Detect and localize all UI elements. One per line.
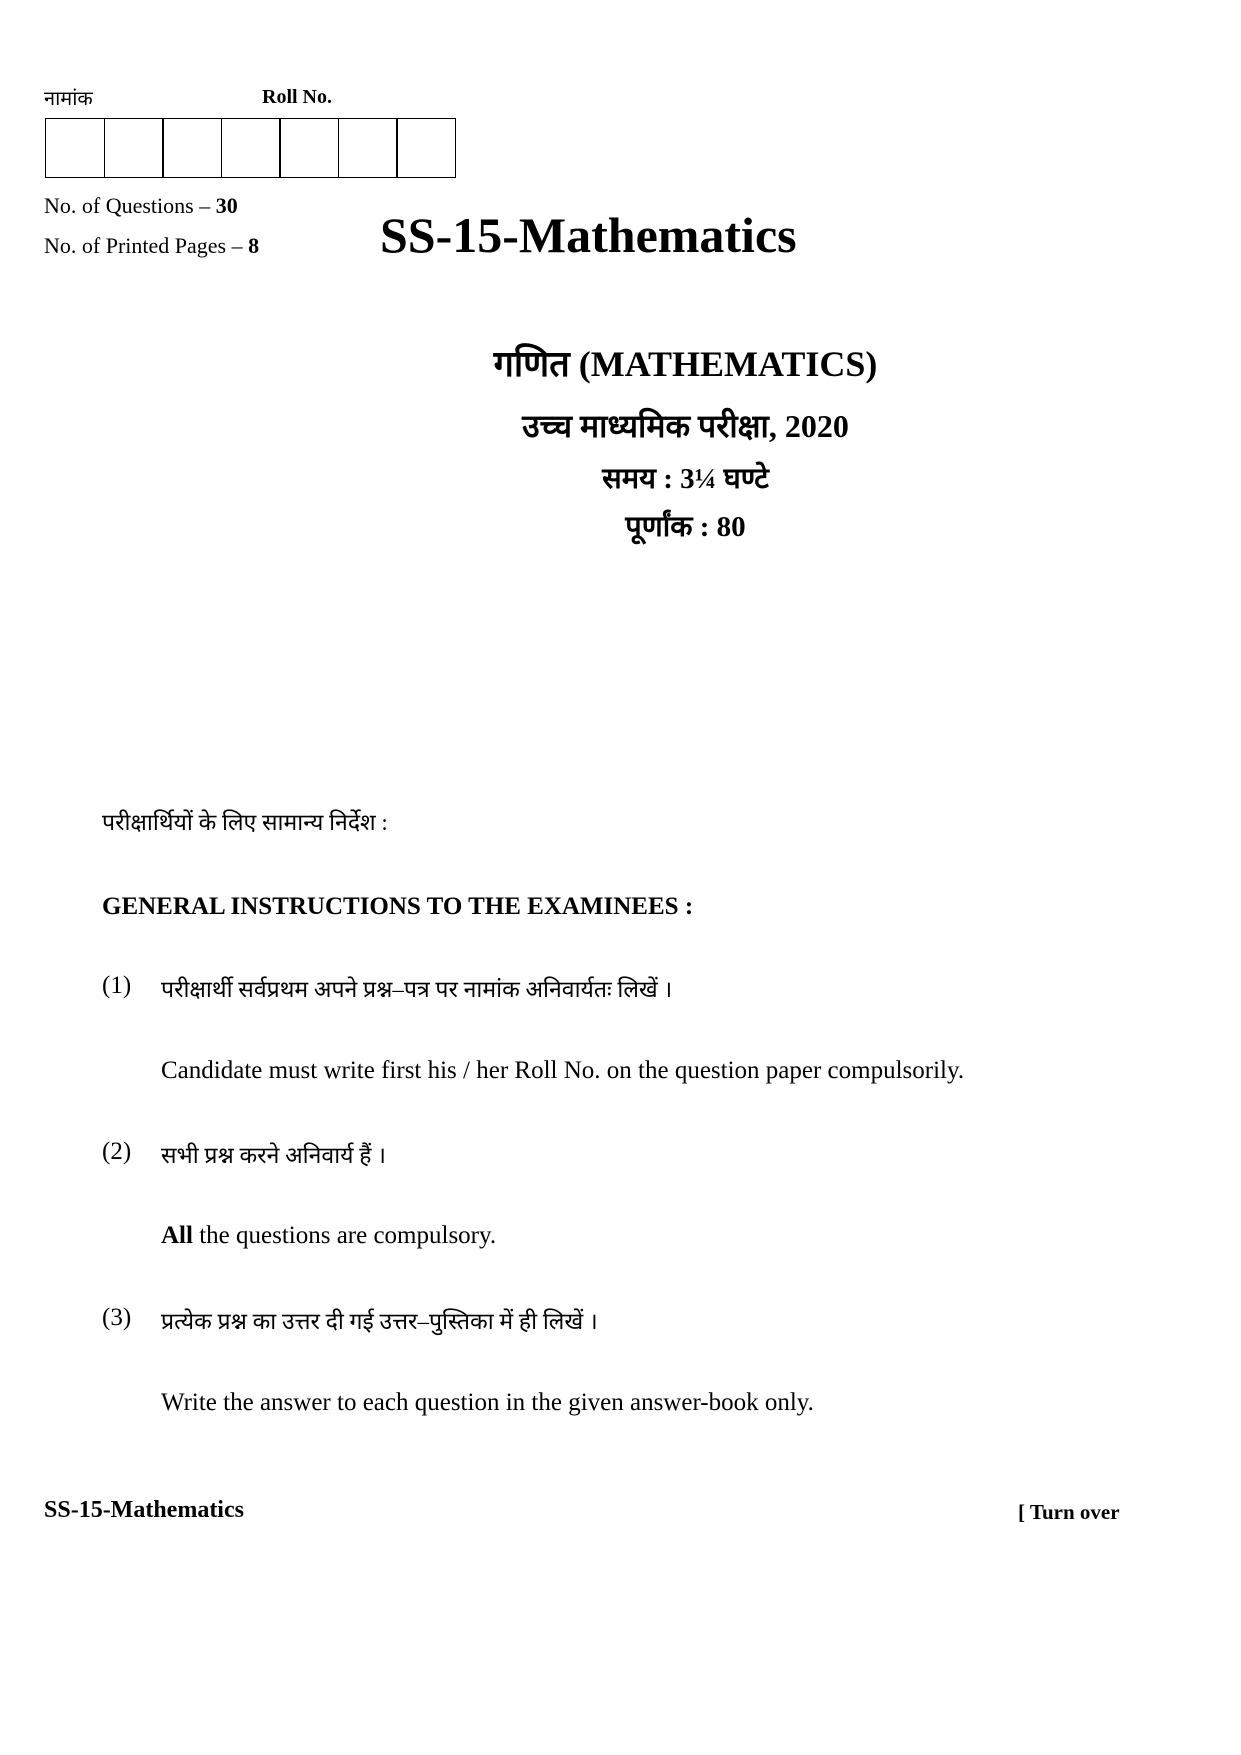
instruction-number: (1) — [102, 972, 132, 999]
instructions-heading-hindi: परीक्षार्थियों के लिए सामान्य निर्देश : — [102, 810, 388, 835]
instruction-text: Write the answer to each question in the given answer-book only. — [161, 1389, 814, 1416]
exam-duration: समय : 3¼ घण्टे — [602, 463, 769, 495]
instructions-heading: GENERAL INSTRUCTIONS TO THE EXAMINEES : — [102, 893, 694, 920]
roll-digit-box[interactable] — [45, 118, 105, 178]
pages-value: 8 — [248, 233, 260, 258]
instruction-text-hindi: प्रत्येक प्रश्न का उत्तर दी गई उत्तर–पुस्तिका में ही लिखें । — [161, 1309, 598, 1334]
questions-label: No. of Questions – — [44, 193, 216, 218]
subject-title: गणित (MATHEMATICS) — [493, 344, 878, 384]
instruction-text-hindi: सभी प्रश्न करने अनिवार्य हैं । — [161, 1143, 386, 1168]
roll-digit-box[interactable] — [104, 118, 164, 178]
instruction-emphasis: All — [161, 1222, 193, 1249]
footer-paper-code: SS-15-Mathematics — [44, 1497, 244, 1523]
instruction-text-hindi: परीक्षार्थी सर्वप्रथम अपने प्रश्न–पत्र पर नामांक अनिवार्यतः लिखें । — [161, 977, 673, 1002]
instruction-text: Candidate must write first his / her Roll No. on the question paper compulsorily. — [161, 1057, 965, 1084]
roll-number-label: Roll No. — [262, 86, 332, 108]
instruction-text — [161, 1222, 496, 1250]
roll-digit-box[interactable] — [396, 118, 456, 178]
total-marks: पूर्णांक : 80 — [625, 511, 746, 543]
instruction-rest: the questions are compulsory. — [192, 1222, 497, 1249]
roll-digit-box[interactable] — [338, 118, 398, 178]
instruction-number: (2) — [102, 1138, 132, 1165]
roll-digit-box[interactable] — [279, 118, 339, 178]
roll-digit-box[interactable] — [162, 118, 222, 178]
number-of-pages — [44, 233, 259, 259]
pages-label: No. of Printed Pages – — [44, 233, 249, 258]
roll-number-label-hindi: नामांक — [44, 88, 93, 110]
turn-over-note: [ Turn over — [1018, 1500, 1120, 1524]
exam-name: उच्च माध्यमिक परीक्षा, 2020 — [522, 408, 849, 444]
questions-value: 30 — [215, 193, 238, 218]
instruction-number: (3) — [102, 1304, 132, 1331]
number-of-questions — [44, 193, 238, 219]
roll-number-boxes — [45, 118, 456, 178]
roll-digit-box[interactable] — [221, 118, 281, 178]
paper-code-title: SS-15-Mathematics — [380, 207, 797, 263]
